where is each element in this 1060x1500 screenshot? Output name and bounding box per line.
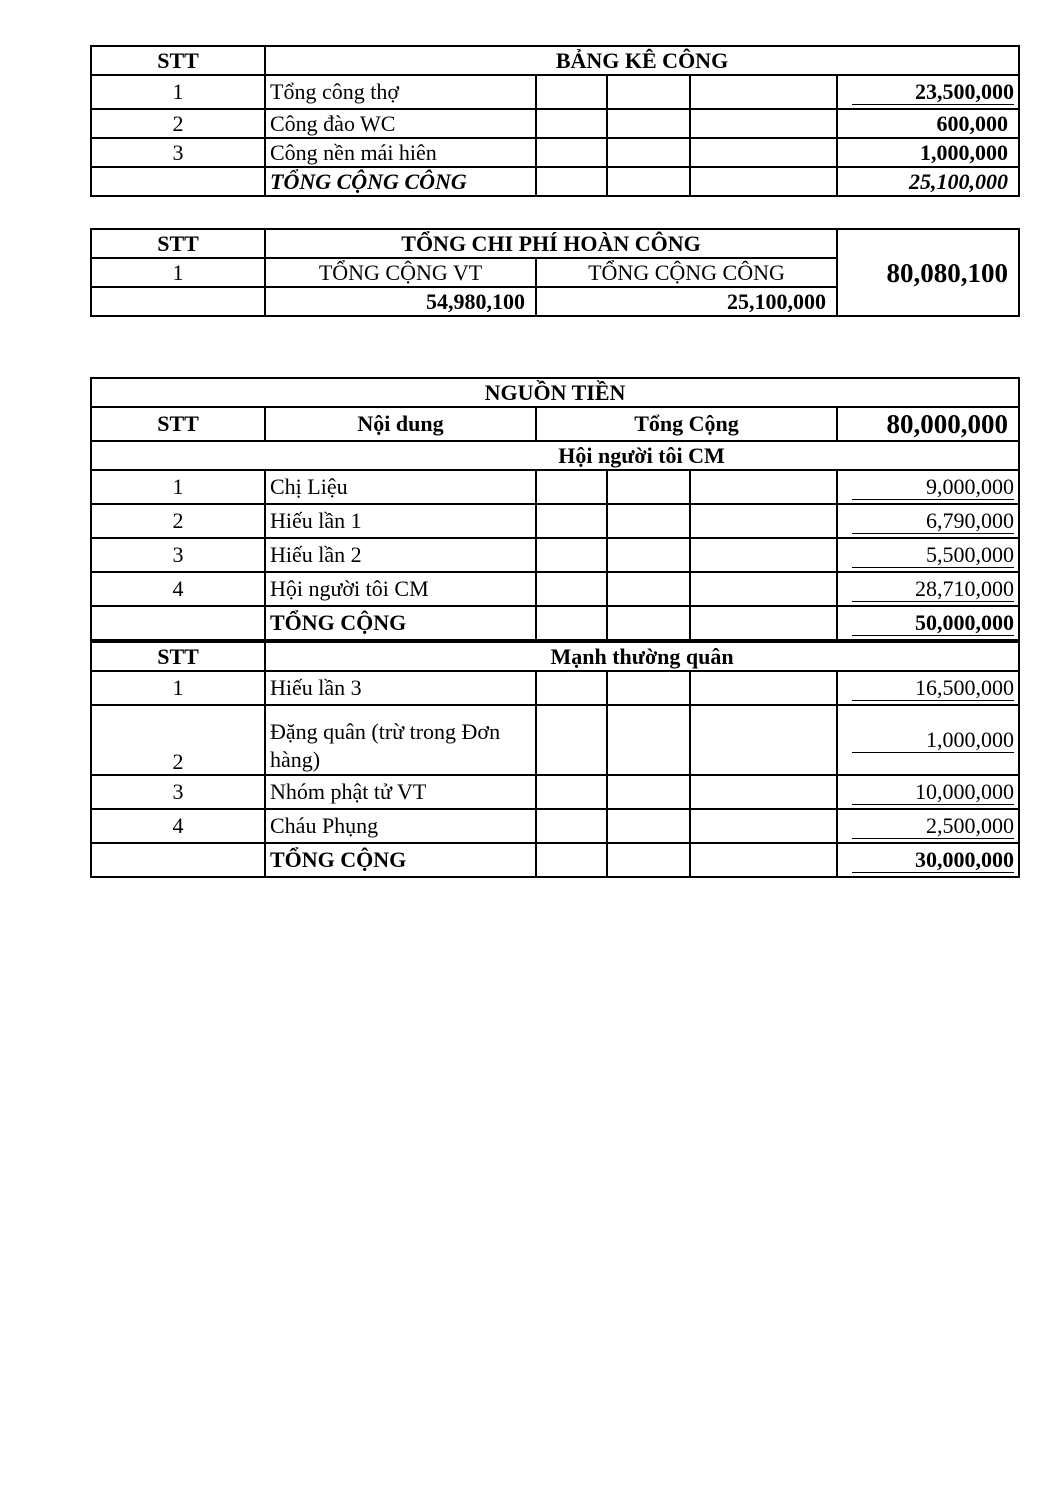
empty-cell	[536, 109, 607, 138]
labor-row-stt: 1	[91, 75, 265, 109]
group1-total-amount-value: 50,000,000	[852, 611, 1014, 636]
group2-row-name: Nhóm phật tử VT	[265, 775, 536, 809]
funding-header-content: Nội dung	[265, 407, 536, 441]
group2-row-amount-value: 16,500,000	[852, 676, 1014, 701]
labor-row-name: Công đào WC	[265, 109, 536, 138]
group2-row-amount-value: 2,500,000	[852, 814, 1014, 839]
group1-row-stt: 1	[91, 470, 265, 504]
labor-row-name: Tổng công thợ	[265, 75, 536, 109]
group2-row-stt: 4	[91, 809, 265, 843]
empty-cell	[690, 843, 837, 877]
funding-header-stt: STT	[91, 407, 265, 441]
empty-cell	[91, 606, 265, 641]
empty-cell	[690, 606, 837, 641]
group2-row-amount	[837, 775, 1019, 809]
labor-row-amount: 600,000	[837, 109, 1019, 138]
labor-total-amount: 25,100,000	[536, 287, 837, 316]
empty-cell	[91, 843, 265, 877]
empty-cell	[536, 809, 607, 843]
empty-cell	[536, 470, 607, 504]
group1-row-stt: 4	[91, 572, 265, 606]
funding-table-title: NGUỒN TIỀN	[91, 378, 1019, 407]
group2-row-amount-value: 1,000,000	[852, 728, 1014, 753]
group1-row-name: Hội người tôi CM	[265, 572, 536, 606]
group2-row-name: Hiếu lần 3	[265, 671, 536, 705]
labor-row-stt: 2	[91, 109, 265, 138]
completion-table-title: TỔNG CHI PHÍ HOÀN CÔNG	[265, 229, 837, 258]
group1-row-amount	[837, 504, 1019, 538]
group2-header-stt: STT	[91, 641, 265, 671]
group1-row-amount-value: 9,000,000	[852, 475, 1014, 500]
completion-cost-table	[90, 228, 1020, 317]
empty-cell	[607, 109, 690, 138]
funding-grand-total: 80,000,000	[837, 407, 1019, 441]
empty-cell	[690, 538, 837, 572]
group2-row-amount	[837, 705, 1019, 775]
completion-row-stt: 1	[91, 258, 265, 287]
empty-cell	[536, 572, 607, 606]
labor-row-amount-value: 23,500,000	[852, 80, 1014, 105]
group1-total-amount	[837, 606, 1019, 641]
group1-row-name: Hiếu lần 1	[265, 504, 536, 538]
empty-cell	[690, 775, 837, 809]
empty-cell	[690, 809, 837, 843]
labor-header-stt: STT	[91, 46, 265, 75]
funding-header-total: Tổng Cộng	[536, 407, 837, 441]
completion-grand-total: 80,080,100	[837, 229, 1019, 316]
labor-total-label: TỔNG CỘNG CÔNG	[536, 258, 837, 287]
group2-total-amount	[837, 843, 1019, 877]
group2-row-amount	[837, 809, 1019, 843]
group1-title: Hội người tôi CM	[265, 441, 1019, 470]
labor-row-amount	[837, 75, 1019, 109]
empty-cell	[536, 504, 607, 538]
group2-total-amount-value: 30,000,000	[852, 848, 1014, 873]
group2-row-name: Đặng quân (trừ trong Đơn hàng)	[265, 705, 536, 775]
empty-cell	[607, 671, 690, 705]
funding-sources-table	[90, 377, 1020, 878]
empty-cell	[91, 441, 265, 470]
empty-cell	[607, 167, 690, 196]
group1-row-amount-value: 6,790,000	[852, 509, 1014, 534]
group2-title: Mạnh thường quân	[265, 641, 1019, 671]
materials-total-label: TỔNG CỘNG VT	[265, 258, 536, 287]
empty-cell	[536, 167, 607, 196]
group1-total-label: TỔNG CỘNG	[265, 606, 536, 641]
empty-cell	[536, 705, 607, 775]
completion-header-stt: STT	[91, 229, 265, 258]
group1-row-amount-value: 28,710,000	[852, 577, 1014, 602]
group1-row-stt: 3	[91, 538, 265, 572]
empty-cell	[536, 606, 607, 641]
empty-cell	[91, 287, 265, 316]
labor-total-amount: 25,100,000	[837, 167, 1019, 196]
empty-cell	[607, 775, 690, 809]
group1-row-name: Chị Liệu	[265, 470, 536, 504]
empty-cell	[690, 167, 837, 196]
empty-cell	[690, 138, 837, 167]
labor-total-label: TỔNG CỘNG CÔNG	[265, 167, 536, 196]
empty-cell	[690, 109, 837, 138]
empty-cell	[690, 671, 837, 705]
empty-cell	[607, 809, 690, 843]
empty-cell	[607, 470, 690, 504]
empty-cell	[536, 138, 607, 167]
empty-cell	[607, 843, 690, 877]
group2-total-label: TỔNG CỘNG	[265, 843, 536, 877]
group1-row-stt: 2	[91, 504, 265, 538]
group2-row-stt: 3	[91, 775, 265, 809]
group1-row-name: Hiếu lần 2	[265, 538, 536, 572]
labor-row-name: Công nền mái hiên	[265, 138, 536, 167]
empty-cell	[607, 538, 690, 572]
empty-cell	[607, 705, 690, 775]
empty-cell	[690, 705, 837, 775]
labor-row-stt: 3	[91, 138, 265, 167]
empty-cell	[607, 75, 690, 109]
empty-cell	[91, 167, 265, 196]
group2-row-stt: 1	[91, 671, 265, 705]
empty-cell	[690, 572, 837, 606]
empty-cell	[607, 606, 690, 641]
empty-cell	[607, 138, 690, 167]
group1-row-amount-value: 5,500,000	[852, 543, 1014, 568]
group2-row-stt: 2	[91, 705, 265, 775]
labor-cost-table	[90, 45, 1020, 197]
empty-cell	[536, 75, 607, 109]
empty-cell	[607, 572, 690, 606]
group1-row-amount	[837, 572, 1019, 606]
empty-cell	[690, 504, 837, 538]
empty-cell	[536, 538, 607, 572]
group2-row-amount-value: 10,000,000	[852, 780, 1014, 805]
labor-row-amount: 1,000,000	[837, 138, 1019, 167]
group1-row-amount	[837, 470, 1019, 504]
empty-cell	[536, 671, 607, 705]
empty-cell	[690, 470, 837, 504]
group2-row-name: Cháu Phụng	[265, 809, 536, 843]
empty-cell	[536, 775, 607, 809]
empty-cell	[536, 843, 607, 877]
group1-row-amount	[837, 538, 1019, 572]
labor-table-title: BẢNG KÊ CÔNG	[265, 46, 1019, 75]
empty-cell	[690, 75, 837, 109]
empty-cell	[607, 504, 690, 538]
group2-row-amount	[837, 671, 1019, 705]
materials-total-amount: 54,980,100	[265, 287, 536, 316]
